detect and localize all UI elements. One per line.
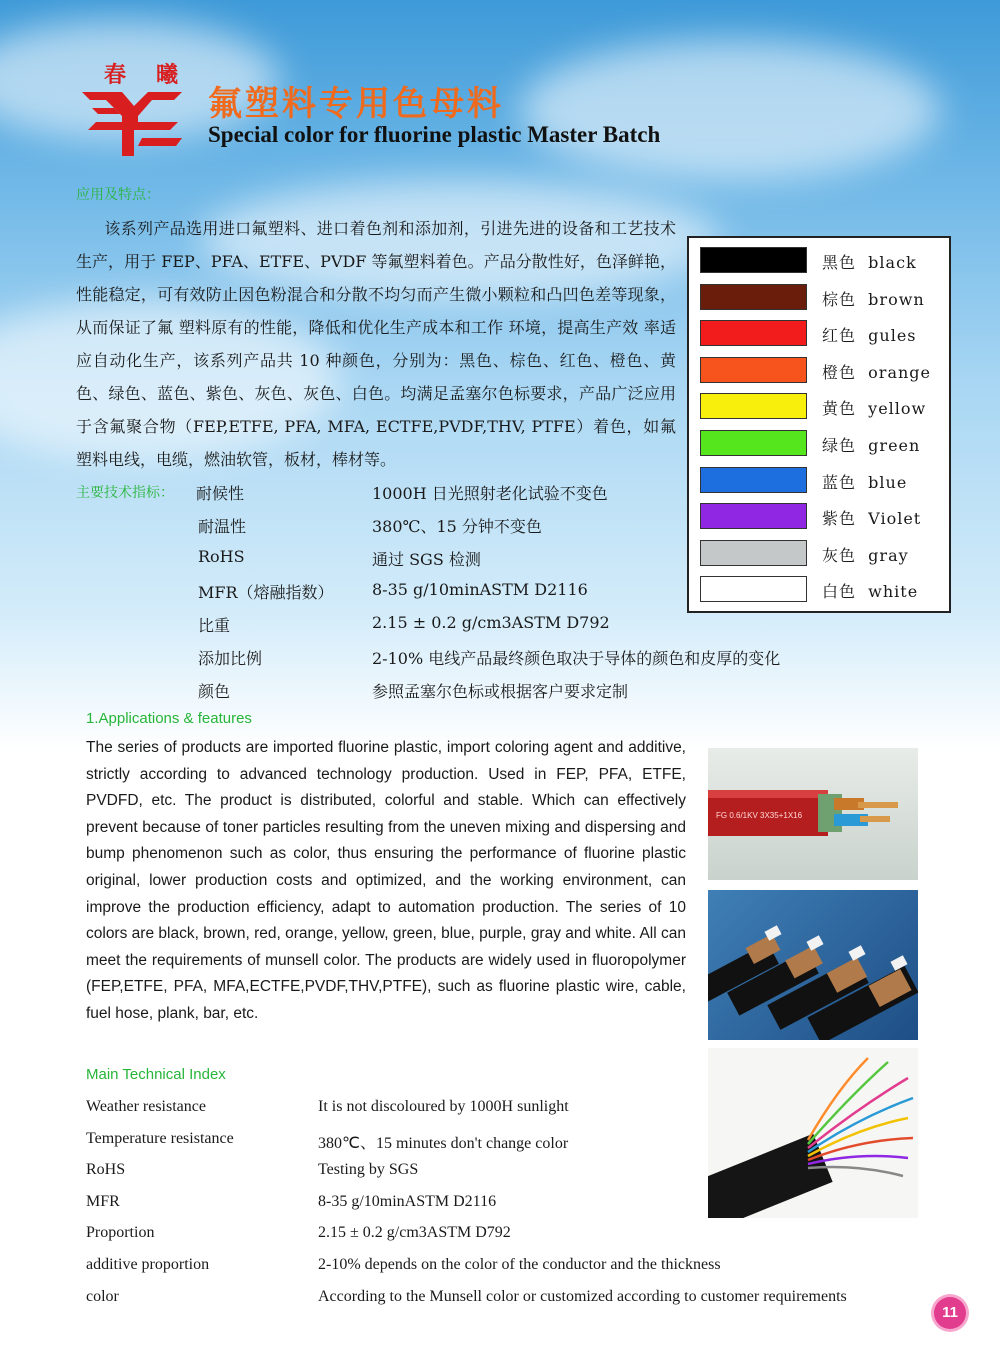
color-swatch-label: 白色 white (822, 582, 919, 602)
cn-spec-name: MFR（熔融指数） (198, 583, 334, 602)
color-swatch-label: 棕色 brown (822, 289, 925, 309)
cn-spec-value: 参照孟塞尔色标或根据客户要求定制 (372, 682, 629, 701)
tech-index-name: Temperature resistance (86, 1129, 234, 1147)
color-swatch (700, 247, 807, 273)
cn-spec-name: 颜色 (198, 682, 231, 701)
tech-index-value: 380℃、15 minutes don't change color (318, 1134, 569, 1152)
page-title-chinese: 氟塑料专用色母料 (208, 84, 504, 124)
color-swatch-label: 绿色 green (822, 436, 921, 455)
color-swatch-label: 橙色 orange (822, 362, 932, 382)
cn-section-heading: 应用及特点： (76, 187, 160, 203)
cn-spec-name: RoHS (198, 547, 245, 566)
color-swatch (700, 393, 807, 419)
cn-spec-name: 比重 (198, 616, 231, 635)
cn-specs-heading: 主要技术指标： (76, 485, 174, 501)
page-number-badge: 11 (934, 1297, 966, 1329)
tech-index-value: Testing by SGS (318, 1161, 419, 1179)
color-swatch-label: 黑色 black (822, 253, 917, 272)
cable-photo-red (708, 748, 918, 880)
tech-index-name: RoHS (86, 1161, 126, 1179)
color-swatch-label: 红色 gules (822, 326, 917, 346)
color-swatch (700, 503, 807, 529)
cloud-decoration (520, 40, 940, 180)
tech-index-heading: Main Technical Index (86, 1066, 226, 1083)
en-section-heading: 1.Applications & features (86, 710, 252, 727)
cn-spec-value: 8-35 g/10minASTM D2116 (372, 580, 588, 599)
cn-paragraph (76, 212, 676, 476)
cn-spec-value: 2-10% 电线产品最终颜色取决于导体的颜色和皮厚的变化 (372, 649, 781, 668)
color-swatch (700, 430, 807, 456)
color-swatch (700, 357, 807, 383)
cn-spec-value: 380℃、15 分钟不变色 (372, 517, 542, 536)
tech-index-value: 8-35 g/10minASTM D2116 (318, 1192, 497, 1210)
en-paragraph: The series of products are imported fluorine plastic, import coloring agent and additive, strictly according to advanced technology production. Used in FEP, PFA, ETFE, PVDFD, etc. The product is distributed, colorful and stable. Which can effectively prevent because of toner particles resulting from the uneven mixing and dispersing and bump phenomenon such as color, thus ensuring the performance of fluorine plastic original, lower production costs and optimized, and the working environment, can improve the production efficiency, adapt to automation production. The series of 10 colors are black, brown, red, orange, yellow, green, blue, purple, gray and white. All can meet the requirements of munsell color. The products are widely used in fluoropolymer (FEP,ETFE, PFA, MFA,ECTFE,PVDF,THV,PTFE), such as fluorine plastic wire, cable, fuel hose, plank, bar, etc. (86, 739, 686, 1022)
cn-spec-value: 2.15 ± 0.2 g/cm3ASTM D792 (372, 613, 610, 632)
color-swatch (700, 467, 807, 493)
tech-index-value: 2.15 ± 0.2 g/cm3ASTM D792 (318, 1224, 511, 1242)
color-swatch (700, 576, 807, 602)
page-title-english: Special color for fluorine plastic Master Batch (208, 122, 661, 147)
tech-index-name: color (86, 1287, 119, 1305)
tech-index-name: MFR (86, 1192, 120, 1210)
cn-spec-name: 添加比例 (198, 649, 263, 668)
color-swatch (700, 320, 807, 346)
cn-spec-value: 通过 SGS 检测 (372, 550, 481, 569)
tech-index-value: 2-10% depends on the color of the conductor and the thickness (318, 1256, 721, 1273)
color-swatch-label: 灰色 gray (822, 545, 909, 565)
tech-index-name: Proportion (86, 1224, 155, 1242)
color-swatch-label: 黄色 yellow (822, 399, 927, 419)
cn-spec-name: 耐温性 (198, 517, 247, 536)
cn-spec-name: 耐候性 (196, 484, 245, 503)
color-swatch-label: 蓝色 blue (822, 472, 908, 492)
cable-photo-multicore (708, 1048, 918, 1218)
cn-spec-value: 1000H 日光照射老化试验不变色 (372, 484, 608, 503)
color-swatch-label: 紫色 Violet (822, 509, 922, 529)
color-swatch-panel (687, 236, 951, 613)
cable-photo-shielded (708, 890, 918, 1040)
logo-brand-text: 春曦 (104, 62, 209, 88)
tech-index-value: It is not discoloured by 1000H sunlight (318, 1098, 569, 1115)
company-logo (78, 62, 188, 162)
color-swatch (700, 284, 807, 310)
tech-index-name: additive proportion (86, 1256, 210, 1273)
svg-text:FG 0.6/1KV 3X35+1X16: FG 0.6/1KV 3X35+1X16 (716, 811, 803, 820)
tech-index-name: Weather resistance (86, 1098, 206, 1115)
color-swatch (700, 540, 807, 566)
cn-paragraph-text: 该系列产品选用进口氟塑料、进口着色剂和添加剂，引进先进的设备和工艺技术生产，用于 FEP、PFA、ETFE、PVDF 等氟塑料着色。产品分散性好，色泽鲜艳，性能稳定，可有效防止因色粉混合和分散不均匀而产生微小颗粒和凸凹色差等现象，从而保证了氟 塑料原有的性能，降低和优化生产成本和工作 环境，提高生产效 率适应自动化生产，该系列产品共 10 种颜色，分别为：黑色、棕色、红色、橙色、黄色、绿色、蓝色、紫色、灰色、灰色、白色。均满足孟塞尔色标要求，产品广泛应用于含氟聚合物（FEP,ETFE, PFA, MFA, ECTFE,PVDF,THV, PTFE）着色，如氟塑料电线，电缆，燃油软管，板材，棒材等。 (76, 219, 676, 469)
tech-index-value: According to the Munsell color or customized according to customer requirements (318, 1287, 847, 1305)
